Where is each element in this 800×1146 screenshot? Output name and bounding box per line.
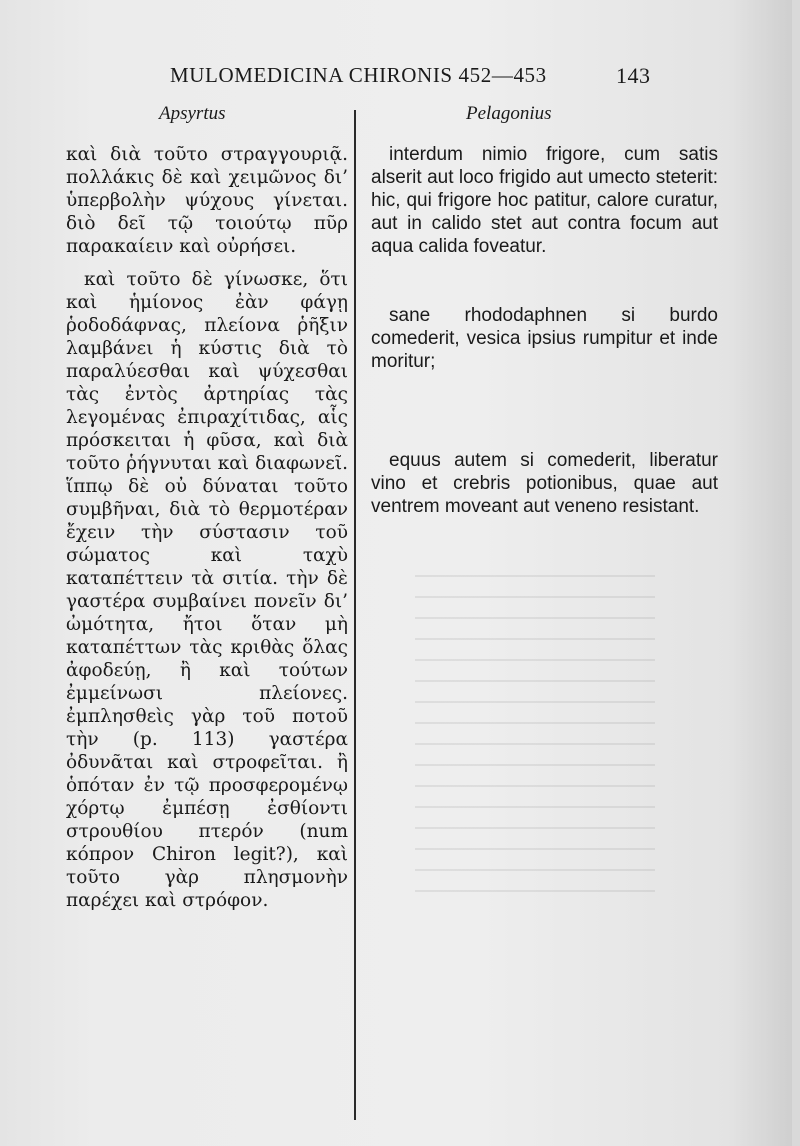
page-number: 143 <box>616 63 651 88</box>
greek-paragraph-2: καὶ τοῦτο δὲ γίνωσκε, ὅτι καὶ ἡμίονος ἐὰν φάγῃ ῥοδοδάφνας, πλείονα ῥῆξιν λαμβάνει ἡ κύστις διὰ τὸ παραλύεσθαι καὶ ψύχεσθαι τὰς ἐντὸς ἀρτηρίας τὰς λεγομένας ἐπιραχίτιδας, αἷς πρόσκειται ἡ φῦσα, καὶ διὰ τοῦτο ῥήγνυται καὶ διαφωνεῖ. ἵππῳ δὲ οὐ δύναται τοῦτο συμβῆναι, διὰ τὸ θερμοτέραν ἔχειν τὴν σύστασιν τοῦ σώματος καὶ ταχὺ καταπέττειν τὰ σιτία. τὴν δὲ γαστέρα συμβαίνει πονεῖν δι’ ὠμότητα, ἤτοι ὅταν μὴ καταπέττων τὰς κριθὰς ὅλας ἀφοδεύῃ, ἢ καὶ τούτων ἐμμείνωσι πλείονες. ἐμπλησθεὶς γὰρ τοῦ ποτοῦ τὴν (p. 113) γαστέρα ὀδυνᾶται καὶ στροφεῖται. ἢ ὁπόταν ἐν τῷ προσφερομένῳ χόρτῳ ἐμπέσῃ ἐσθίοντι στρουθίου πτερόν (num κόπρον Chiron legit?), καὶ τοῦτο γὰρ πλησμονὴν παρέχει καὶ στρόφον. <box>66 269 348 911</box>
column-divider <box>354 110 356 1120</box>
latin-paragraph-3: equus autem si comederit, liberatur vino et crebris potionibus, quae aut ventrem moveant aut veneno resistant. <box>371 450 718 517</box>
bleed-through-texture <box>415 575 655 895</box>
column-heading-apsyrtus: Apsyrtus <box>159 103 226 124</box>
column-heading-pelagonius: Pelagonius <box>466 103 552 124</box>
latin-paragraph-1: interdum nimio frigore, cum satis alserit aut loco frigido aut umecto steterit: hic, qui frigore hoc patitur, calore curatur, aut in calido stet aut contra focum aut aqua calida foveatur. <box>371 144 718 257</box>
running-title: MULOMEDICINA CHIRONIS 452—453 <box>170 63 547 87</box>
latin-paragraph-2: sane rhododaphnen si burdo comederit, vesica ipsius rumpitur et inde moritur; <box>371 305 718 372</box>
greek-paragraph-1: καὶ διὰ τοῦτο στραγγουριᾷ. πολλάκις δὲ καὶ χειμῶνος δι’ ὑπερβολὴν ψύχους γίνεται. διὸ δεῖ τῷ τοιούτῳ πῦρ παρακαίειν καὶ οὐρήσει. <box>66 144 348 257</box>
